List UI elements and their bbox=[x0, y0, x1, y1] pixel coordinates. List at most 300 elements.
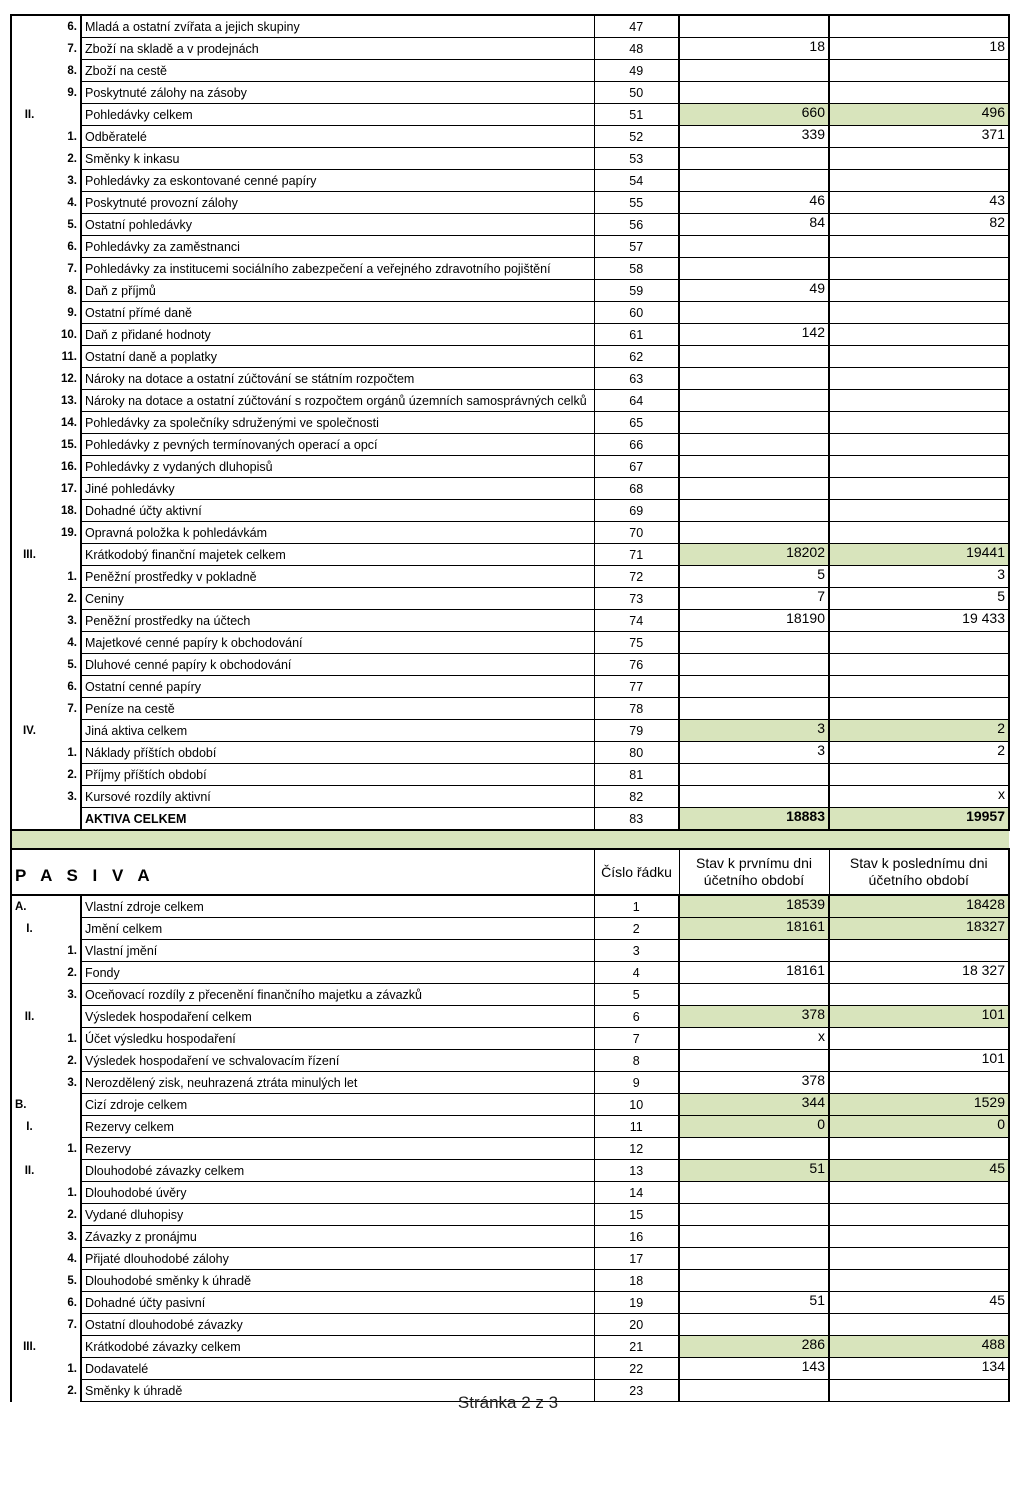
row-section bbox=[11, 1292, 47, 1314]
row-number: 1. bbox=[47, 1182, 81, 1204]
value-first-day: 143 bbox=[679, 1358, 829, 1380]
row-section bbox=[11, 610, 47, 632]
value-last-day bbox=[829, 1028, 1009, 1050]
row-section bbox=[11, 654, 47, 676]
row-label: Pohledávky za institucemi sociálního zabezpečení a veřejného zdravotního pojištění bbox=[81, 258, 594, 280]
row-section bbox=[11, 478, 47, 500]
row-section bbox=[11, 1314, 47, 1336]
row-code: 5 bbox=[594, 984, 679, 1006]
section-gap bbox=[11, 830, 1009, 849]
value-first-day bbox=[679, 302, 829, 324]
table-row bbox=[11, 984, 1009, 1006]
table-row bbox=[11, 786, 1009, 808]
table-row bbox=[11, 346, 1009, 368]
table-row bbox=[11, 588, 1009, 610]
row-label: Daň z přidané hodnoty bbox=[81, 324, 594, 346]
value-last-day: 371 bbox=[829, 126, 1009, 148]
value-last-day: 3 bbox=[829, 566, 1009, 588]
row-code: 51 bbox=[594, 104, 679, 126]
value-first-day: x bbox=[679, 1028, 829, 1050]
value-first-day: 18883 bbox=[679, 808, 829, 831]
table-row bbox=[11, 170, 1009, 192]
row-section bbox=[11, 412, 47, 434]
row-section bbox=[11, 434, 47, 456]
table-row bbox=[11, 544, 1009, 566]
row-label: Výsledek hospodaření celkem bbox=[81, 1006, 594, 1028]
row-code: 4 bbox=[594, 962, 679, 984]
col-header-first: Stav k prvnímu dni účetního období bbox=[679, 849, 829, 895]
row-number: 2. bbox=[47, 764, 81, 786]
value-first-day: 0 bbox=[679, 1116, 829, 1138]
row-section bbox=[11, 698, 47, 720]
row-code: 8 bbox=[594, 1050, 679, 1072]
row-label: Náklady příštích období bbox=[81, 742, 594, 764]
value-last-day bbox=[829, 412, 1009, 434]
value-first-day: 18 bbox=[679, 38, 829, 60]
row-code: 54 bbox=[594, 170, 679, 192]
row-code: 64 bbox=[594, 390, 679, 412]
value-last-day bbox=[829, 15, 1009, 38]
row-label: Pohledávky za společníky sdruženými ve společnosti bbox=[81, 412, 594, 434]
table-row bbox=[11, 368, 1009, 390]
value-first-day bbox=[679, 1314, 829, 1336]
row-number: 8. bbox=[47, 280, 81, 302]
row-number: 1. bbox=[47, 1358, 81, 1380]
row-label: Vlastní zdroje celkem bbox=[81, 895, 594, 918]
value-last-day: 19957 bbox=[829, 808, 1009, 831]
row-code: 23 bbox=[594, 1380, 679, 1402]
row-section bbox=[11, 984, 47, 1006]
value-last-day bbox=[829, 302, 1009, 324]
row-section bbox=[11, 1138, 47, 1160]
value-first-day bbox=[679, 1050, 829, 1072]
value-last-day: 0 bbox=[829, 1116, 1009, 1138]
row-label: Nerozdělený zisk, neuhrazená ztráta minulých let bbox=[81, 1072, 594, 1094]
row-label: Mladá a ostatní zvířata a jejich skupiny bbox=[81, 15, 594, 38]
row-number: 19. bbox=[47, 522, 81, 544]
row-number: 3. bbox=[47, 1226, 81, 1248]
row-section bbox=[11, 522, 47, 544]
row-number bbox=[47, 1160, 81, 1182]
row-code: 56 bbox=[594, 214, 679, 236]
table-row bbox=[11, 1336, 1009, 1358]
value-first-day bbox=[679, 786, 829, 808]
value-first-day: 51 bbox=[679, 1292, 829, 1314]
value-first-day: 18190 bbox=[679, 610, 829, 632]
col-header-code: Číslo řádku bbox=[594, 849, 679, 895]
value-first-day: 660 bbox=[679, 104, 829, 126]
table-row bbox=[11, 962, 1009, 984]
value-first-day bbox=[679, 1204, 829, 1226]
table-row bbox=[11, 192, 1009, 214]
row-label: Dohadné účty aktivní bbox=[81, 500, 594, 522]
row-section bbox=[11, 148, 47, 170]
table-row bbox=[11, 610, 1009, 632]
row-label: Účet výsledku hospodaření bbox=[81, 1028, 594, 1050]
table-row bbox=[11, 38, 1009, 60]
table-row bbox=[11, 1138, 1009, 1160]
value-first-day bbox=[679, 1226, 829, 1248]
row-label: Dodavatelé bbox=[81, 1358, 594, 1380]
value-first-day bbox=[679, 764, 829, 786]
row-label: Odběratelé bbox=[81, 126, 594, 148]
row-section: A. bbox=[11, 895, 47, 918]
row-section bbox=[11, 808, 47, 831]
value-last-day: 1529 bbox=[829, 1094, 1009, 1116]
row-number: 18. bbox=[47, 500, 81, 522]
value-last-day: x bbox=[829, 786, 1009, 808]
row-label: Poskytnuté zálohy na zásoby bbox=[81, 82, 594, 104]
row-code: 11 bbox=[594, 1116, 679, 1138]
row-section: I. bbox=[11, 1116, 47, 1138]
row-label: Ostatní daně a poplatky bbox=[81, 346, 594, 368]
row-number: 4. bbox=[47, 632, 81, 654]
row-label: Cizí zdroje celkem bbox=[81, 1094, 594, 1116]
table-row bbox=[11, 1270, 1009, 1292]
value-first-day: 286 bbox=[679, 1336, 829, 1358]
row-code: 82 bbox=[594, 786, 679, 808]
value-last-day: 19 433 bbox=[829, 610, 1009, 632]
table-row bbox=[11, 104, 1009, 126]
row-section: II. bbox=[11, 104, 47, 126]
row-number bbox=[47, 1336, 81, 1358]
row-number: 14. bbox=[47, 412, 81, 434]
row-label: Vydané dluhopisy bbox=[81, 1204, 594, 1226]
row-label: Poskytnuté provozní zálohy bbox=[81, 192, 594, 214]
row-section bbox=[11, 456, 47, 478]
value-last-day: 45 bbox=[829, 1292, 1009, 1314]
row-section bbox=[11, 1270, 47, 1292]
row-label: Dohadné účty pasivní bbox=[81, 1292, 594, 1314]
row-label: Směnky k inkasu bbox=[81, 148, 594, 170]
table-row bbox=[11, 1072, 1009, 1094]
row-number: 2. bbox=[47, 1204, 81, 1226]
row-code: 63 bbox=[594, 368, 679, 390]
value-last-day: 2 bbox=[829, 720, 1009, 742]
row-code: 2 bbox=[594, 918, 679, 940]
row-label: Krátkodobý finanční majetek celkem bbox=[81, 544, 594, 566]
row-number: 3. bbox=[47, 786, 81, 808]
value-first-day: 18161 bbox=[679, 962, 829, 984]
row-number: 1. bbox=[47, 1138, 81, 1160]
value-last-day bbox=[829, 764, 1009, 786]
row-label: Ceniny bbox=[81, 588, 594, 610]
row-section: II. bbox=[11, 1160, 47, 1182]
table-row bbox=[11, 764, 1009, 786]
value-last-day: 2 bbox=[829, 742, 1009, 764]
value-first-day: 18202 bbox=[679, 544, 829, 566]
value-first-day bbox=[679, 15, 829, 38]
gap-band bbox=[11, 830, 1009, 849]
value-first-day bbox=[679, 522, 829, 544]
row-number bbox=[47, 720, 81, 742]
row-label: Rezervy bbox=[81, 1138, 594, 1160]
row-code: 79 bbox=[594, 720, 679, 742]
row-code: 18 bbox=[594, 1270, 679, 1292]
row-code: 74 bbox=[594, 610, 679, 632]
row-section: III. bbox=[11, 1336, 47, 1358]
row-label: Pohledávky celkem bbox=[81, 104, 594, 126]
value-last-day bbox=[829, 478, 1009, 500]
row-section bbox=[11, 1358, 47, 1380]
value-first-day bbox=[679, 1270, 829, 1292]
value-last-day: 82 bbox=[829, 214, 1009, 236]
table-row bbox=[11, 1028, 1009, 1050]
value-first-day bbox=[679, 654, 829, 676]
row-number bbox=[47, 544, 81, 566]
row-section bbox=[11, 786, 47, 808]
row-number: 6. bbox=[47, 676, 81, 698]
row-label: Ostatní pohledávky bbox=[81, 214, 594, 236]
table-row bbox=[11, 126, 1009, 148]
row-section bbox=[11, 38, 47, 60]
value-last-day bbox=[829, 258, 1009, 280]
value-first-day: 51 bbox=[679, 1160, 829, 1182]
row-label: AKTIVA CELKEM bbox=[81, 808, 594, 831]
table-row bbox=[11, 566, 1009, 588]
table-row bbox=[11, 654, 1009, 676]
value-last-day bbox=[829, 1204, 1009, 1226]
value-last-day bbox=[829, 346, 1009, 368]
value-first-day bbox=[679, 60, 829, 82]
row-number: 6. bbox=[47, 1292, 81, 1314]
table-row bbox=[11, 412, 1009, 434]
table-row bbox=[11, 1094, 1009, 1116]
value-last-day: 19441 bbox=[829, 544, 1009, 566]
row-code: 78 bbox=[594, 698, 679, 720]
row-number: 1. bbox=[47, 1028, 81, 1050]
row-label: Zboží na cestě bbox=[81, 60, 594, 82]
value-first-day bbox=[679, 500, 829, 522]
row-section: III. bbox=[11, 544, 47, 566]
row-label: Fondy bbox=[81, 962, 594, 984]
row-code: 65 bbox=[594, 412, 679, 434]
pasiva-title: P A S I V A bbox=[11, 849, 594, 895]
row-section bbox=[11, 82, 47, 104]
row-label: Rezervy celkem bbox=[81, 1116, 594, 1138]
row-section bbox=[11, 1072, 47, 1094]
row-label: Ostatní dlouhodobé závazky bbox=[81, 1314, 594, 1336]
value-last-day bbox=[829, 698, 1009, 720]
row-code: 81 bbox=[594, 764, 679, 786]
row-code: 50 bbox=[594, 82, 679, 104]
row-label: Opravná položka k pohledávkám bbox=[81, 522, 594, 544]
value-first-day bbox=[679, 984, 829, 1006]
row-label: Daň z příjmů bbox=[81, 280, 594, 302]
table-row bbox=[11, 60, 1009, 82]
value-last-day: 43 bbox=[829, 192, 1009, 214]
value-last-day bbox=[829, 1248, 1009, 1270]
row-number: 5. bbox=[47, 214, 81, 236]
balance-table bbox=[10, 14, 1010, 1402]
value-first-day bbox=[679, 390, 829, 412]
row-section bbox=[11, 214, 47, 236]
row-section: IV. bbox=[11, 720, 47, 742]
row-label: Dlouhodobé směnky k úhradě bbox=[81, 1270, 594, 1292]
row-section bbox=[11, 258, 47, 280]
table-row bbox=[11, 1182, 1009, 1204]
row-section bbox=[11, 632, 47, 654]
row-label: Směnky k úhradě bbox=[81, 1380, 594, 1402]
table-row bbox=[11, 82, 1009, 104]
row-code: 9 bbox=[594, 1072, 679, 1094]
table-row bbox=[11, 456, 1009, 478]
value-last-day: 101 bbox=[829, 1006, 1009, 1028]
row-section bbox=[11, 280, 47, 302]
table-row bbox=[11, 1314, 1009, 1336]
table-row bbox=[11, 390, 1009, 412]
value-last-day bbox=[829, 1138, 1009, 1160]
row-label: Ostatní cenné papíry bbox=[81, 676, 594, 698]
table-row bbox=[11, 148, 1009, 170]
table-row bbox=[11, 478, 1009, 500]
row-number: 11. bbox=[47, 346, 81, 368]
value-first-day: 142 bbox=[679, 324, 829, 346]
row-code: 12 bbox=[594, 1138, 679, 1160]
row-label: Majetkové cenné papíry k obchodování bbox=[81, 632, 594, 654]
row-number: 7. bbox=[47, 1314, 81, 1336]
row-number: 17. bbox=[47, 478, 81, 500]
value-first-day: 5 bbox=[679, 566, 829, 588]
row-code: 66 bbox=[594, 434, 679, 456]
row-label: Nároky na dotace a ostatní zúčtování se státním rozpočtem bbox=[81, 368, 594, 390]
table-row bbox=[11, 720, 1009, 742]
row-code: 69 bbox=[594, 500, 679, 522]
row-label: Zboží na skladě a v prodejnách bbox=[81, 38, 594, 60]
value-last-day: 101 bbox=[829, 1050, 1009, 1072]
row-section bbox=[11, 346, 47, 368]
row-number: 8. bbox=[47, 60, 81, 82]
row-number bbox=[47, 1094, 81, 1116]
row-section bbox=[11, 192, 47, 214]
table-row bbox=[11, 698, 1009, 720]
value-first-day bbox=[679, 632, 829, 654]
row-number: 3. bbox=[47, 170, 81, 192]
value-last-day bbox=[829, 82, 1009, 104]
row-label: Krátkodobé závazky celkem bbox=[81, 1336, 594, 1358]
row-label: Vlastní jmění bbox=[81, 940, 594, 962]
row-label: Ostatní přímé daně bbox=[81, 302, 594, 324]
value-last-day bbox=[829, 60, 1009, 82]
value-first-day: 344 bbox=[679, 1094, 829, 1116]
row-code: 47 bbox=[594, 15, 679, 38]
table-row bbox=[11, 302, 1009, 324]
row-number: 7. bbox=[47, 38, 81, 60]
row-number: 2. bbox=[47, 588, 81, 610]
row-code: 59 bbox=[594, 280, 679, 302]
row-number: 2. bbox=[47, 962, 81, 984]
row-number bbox=[47, 808, 81, 831]
value-last-day bbox=[829, 390, 1009, 412]
row-number bbox=[47, 1006, 81, 1028]
row-number: 5. bbox=[47, 654, 81, 676]
row-section bbox=[11, 15, 47, 38]
value-first-day bbox=[679, 82, 829, 104]
table-row bbox=[11, 1050, 1009, 1072]
row-code: 22 bbox=[594, 1358, 679, 1380]
row-code: 73 bbox=[594, 588, 679, 610]
row-section bbox=[11, 500, 47, 522]
row-code: 49 bbox=[594, 60, 679, 82]
row-code: 10 bbox=[594, 1094, 679, 1116]
row-label: Peněžní prostředky na účtech bbox=[81, 610, 594, 632]
row-code: 77 bbox=[594, 676, 679, 698]
row-label: Pohledávky za zaměstnanci bbox=[81, 236, 594, 258]
row-number: 16. bbox=[47, 456, 81, 478]
table-row bbox=[11, 15, 1009, 38]
value-first-day: 3 bbox=[679, 742, 829, 764]
row-code: 60 bbox=[594, 302, 679, 324]
row-code: 1 bbox=[594, 895, 679, 918]
balance-sheet bbox=[10, 14, 1008, 1402]
value-first-day: 84 bbox=[679, 214, 829, 236]
value-first-day bbox=[679, 170, 829, 192]
value-last-day bbox=[829, 632, 1009, 654]
value-first-day bbox=[679, 676, 829, 698]
row-code: 15 bbox=[594, 1204, 679, 1226]
row-code: 14 bbox=[594, 1182, 679, 1204]
row-number: 12. bbox=[47, 368, 81, 390]
row-number: 9. bbox=[47, 302, 81, 324]
row-code: 17 bbox=[594, 1248, 679, 1270]
row-number: 7. bbox=[47, 698, 81, 720]
value-last-day: 134 bbox=[829, 1358, 1009, 1380]
row-number: 10. bbox=[47, 324, 81, 346]
table-row bbox=[11, 940, 1009, 962]
row-label: Jmění celkem bbox=[81, 918, 594, 940]
row-section bbox=[11, 588, 47, 610]
value-last-day bbox=[829, 236, 1009, 258]
row-section bbox=[11, 742, 47, 764]
row-code: 83 bbox=[594, 808, 679, 831]
value-first-day bbox=[679, 478, 829, 500]
value-first-day bbox=[679, 236, 829, 258]
value-first-day: 378 bbox=[679, 1006, 829, 1028]
row-label: Dluhové cenné papíry k obchodování bbox=[81, 654, 594, 676]
pasiva-section bbox=[11, 895, 1009, 1402]
value-first-day bbox=[679, 1182, 829, 1204]
value-first-day bbox=[679, 346, 829, 368]
row-number: 2. bbox=[47, 148, 81, 170]
row-code: 70 bbox=[594, 522, 679, 544]
row-number: 6. bbox=[47, 15, 81, 38]
row-section bbox=[11, 1248, 47, 1270]
value-last-day bbox=[829, 148, 1009, 170]
value-last-day bbox=[829, 522, 1009, 544]
row-code: 55 bbox=[594, 192, 679, 214]
row-label: Pohledávky z pevných termínovaných operací a opcí bbox=[81, 434, 594, 456]
value-last-day: 18 327 bbox=[829, 962, 1009, 984]
row-code: 80 bbox=[594, 742, 679, 764]
row-code: 61 bbox=[594, 324, 679, 346]
row-label: Nároky na dotace a ostatní zúčtování s rozpočtem orgánů územních samosprávných celků bbox=[81, 390, 594, 412]
row-section bbox=[11, 390, 47, 412]
row-label: Jiná aktiva celkem bbox=[81, 720, 594, 742]
row-label: Přijaté dlouhodobé zálohy bbox=[81, 1248, 594, 1270]
row-code: 62 bbox=[594, 346, 679, 368]
value-last-day bbox=[829, 1314, 1009, 1336]
table-row bbox=[11, 1226, 1009, 1248]
table-row bbox=[11, 1248, 1009, 1270]
row-number: 3. bbox=[47, 1072, 81, 1094]
row-section bbox=[11, 962, 47, 984]
row-section bbox=[11, 368, 47, 390]
value-first-day bbox=[679, 434, 829, 456]
row-section bbox=[11, 236, 47, 258]
row-code: 16 bbox=[594, 1226, 679, 1248]
table-row bbox=[11, 1204, 1009, 1226]
table-row bbox=[11, 632, 1009, 654]
